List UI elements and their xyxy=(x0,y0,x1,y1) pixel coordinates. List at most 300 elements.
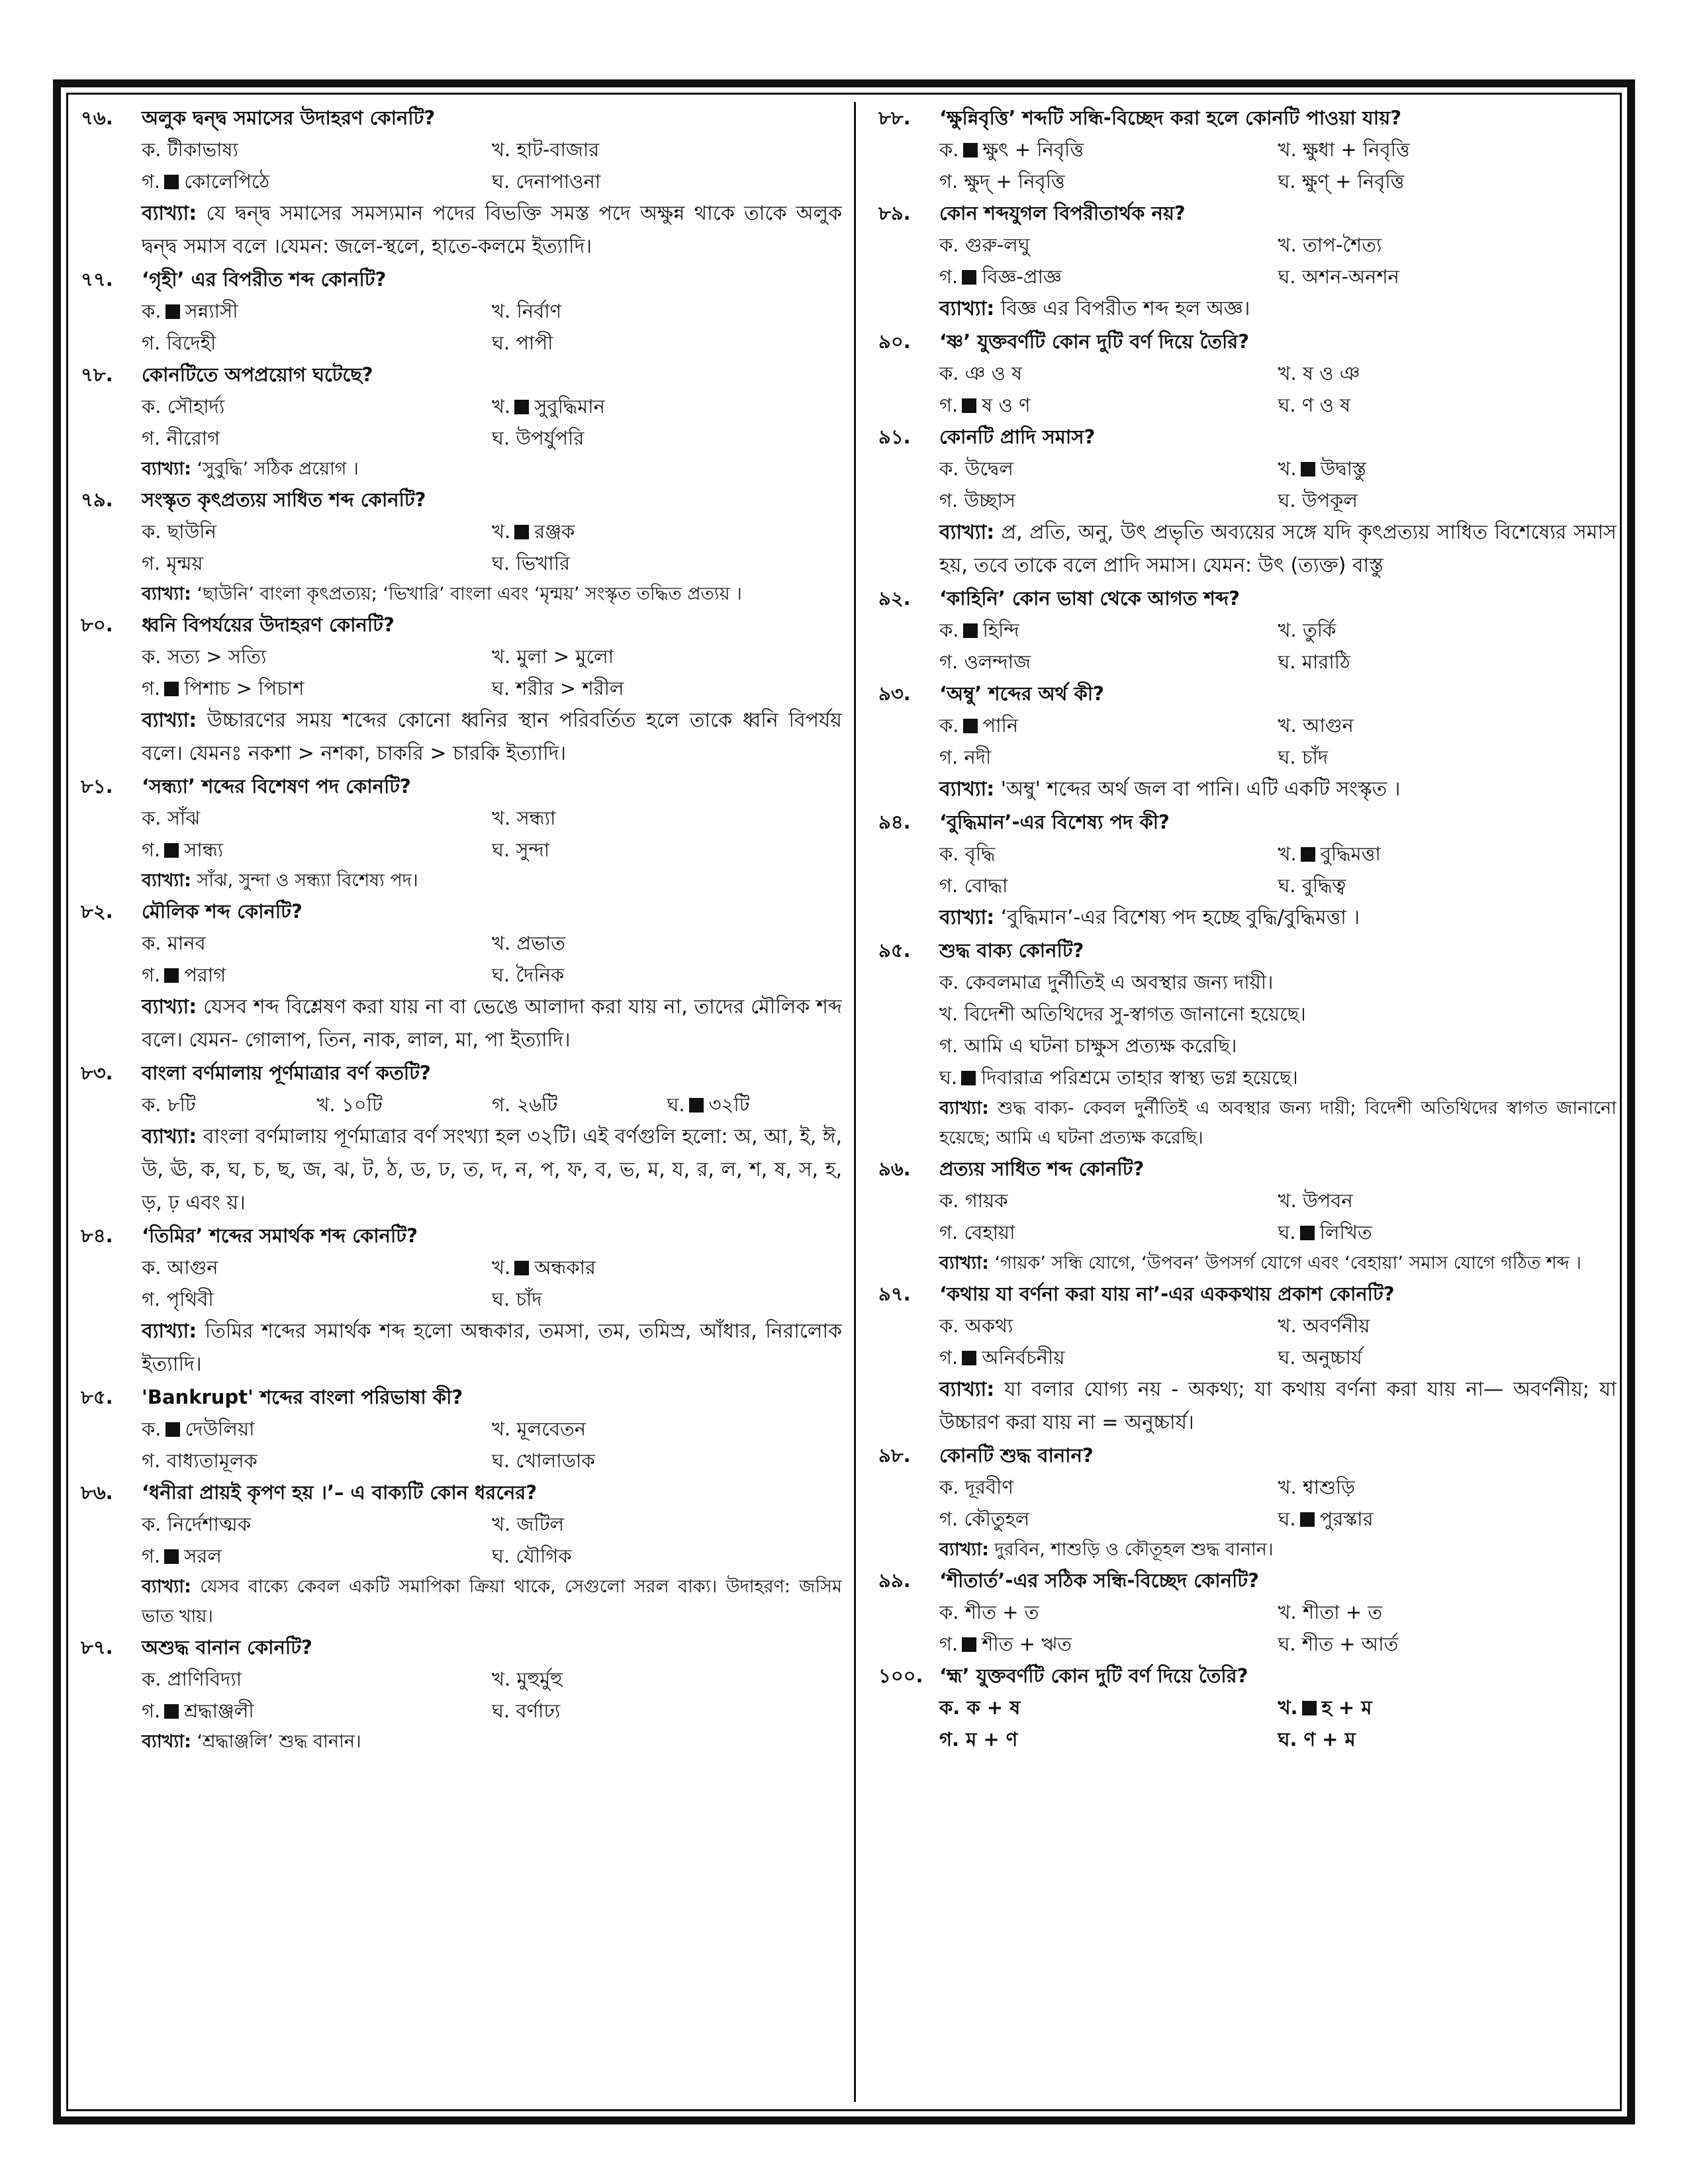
option-text: টীকাভাষ্য xyxy=(167,138,238,161)
answer-option[interactable] xyxy=(142,1508,492,1540)
question-number: ৯৩. xyxy=(878,682,911,705)
question-text: সংস্কৃত কৃৎপ্রত্যয় সাধিত শব্দ কোনটি? xyxy=(142,488,426,511)
answer-option[interactable] xyxy=(1278,165,1617,197)
answer-option[interactable] xyxy=(939,1596,1278,1628)
option-label: খ. xyxy=(316,1093,336,1116)
answer-option[interactable] xyxy=(939,966,1617,998)
option-text: অন্ধকার xyxy=(534,1256,596,1279)
answer-option[interactable] xyxy=(492,1540,842,1572)
option-text: ৮টি xyxy=(167,1093,196,1116)
answer-option[interactable] xyxy=(142,1251,492,1283)
answer-option[interactable] xyxy=(142,959,492,991)
answer-option[interactable] xyxy=(1278,1723,1617,1755)
explanation-text: যে দ্বন্দ্ব সমাসের সমস্যমান পদের বিভক্তি সমস্ত পদে অক্ষুন্ন থাকে তাকে অলুক দ্বন্দ্ব সমাস বলে ।যেমন: জলে-স্থলে, হাতে-কলমে ইত্যাদি। xyxy=(142,202,842,258)
option-label: ক. xyxy=(142,932,162,954)
option-label: গ. xyxy=(939,170,959,193)
answer-option[interactable] xyxy=(142,1695,492,1727)
option-text: গুরু-লঘু xyxy=(964,234,1030,256)
explanation-text: ‘ছাউনি’ বাংলা কৃৎপ্রত্যয়; ‘ভিখারি’ বাংলা এবং ‘মৃন্ময়’ সংস্কৃত তদ্ধিত প্রত্যয় । xyxy=(197,584,742,604)
question-text: ‘সন্ধ্যা’ শব্দের বিশেষণ পদ কোনটি? xyxy=(142,775,411,797)
answer-option[interactable] xyxy=(939,389,1278,421)
option-label: খ. xyxy=(492,300,511,322)
option-label: ঘ. xyxy=(492,552,510,574)
answer-option[interactable] xyxy=(939,838,1278,870)
option-label: খ. xyxy=(1278,1189,1297,1212)
answer-option[interactable] xyxy=(142,1445,492,1477)
explanation xyxy=(81,991,842,1057)
answer-option[interactable] xyxy=(492,1663,842,1695)
explanation-label: ব্যাখ্যা: xyxy=(142,459,191,479)
answer-option[interactable] xyxy=(492,641,842,672)
question-line xyxy=(81,1381,842,1413)
option-text: দেনাপাওনা xyxy=(516,170,601,193)
option-text: পিশাচ > পিচাশ xyxy=(184,677,305,700)
correct-answer-marker-icon xyxy=(1300,1512,1315,1527)
question-block xyxy=(81,1477,842,1631)
option-text: ওলন্দাজ xyxy=(964,651,1031,673)
option-text: উপর্যুপরি xyxy=(516,427,585,449)
option-text: বুদ্ধিত্ব xyxy=(1301,874,1346,897)
question-block xyxy=(81,1057,842,1220)
explanation-text: যেসব বাক্যে কেবল একটি সমাপিকা ক্রিয়া থাকে, সেগুলো সরল বাক্য। উদাহরণ: জসিম ভাত খায়। xyxy=(142,1576,842,1627)
answer-option[interactable] xyxy=(939,1185,1278,1216)
answer-option[interactable] xyxy=(939,453,1278,484)
option-label: ঘ. xyxy=(492,677,510,700)
answer-option[interactable] xyxy=(1278,453,1617,484)
question-text: ‘কথায় যা বর্ণনা করা যায় না’-এর এককথায় প্রকাশ কোনটি? xyxy=(939,1283,1395,1305)
answer-option[interactable] xyxy=(492,1413,842,1445)
option-text: খোলাডাক xyxy=(516,1449,595,1472)
question-line xyxy=(878,1153,1617,1185)
option-label: খ. xyxy=(1278,362,1297,385)
question-block xyxy=(878,1153,1617,1278)
option-label: ঘ. xyxy=(667,1093,685,1116)
option-text: শীত + আর্ত xyxy=(1301,1633,1399,1655)
answer-option[interactable] xyxy=(492,834,842,866)
correct-answer-marker-icon xyxy=(1301,462,1315,477)
answer-option[interactable] xyxy=(939,357,1278,389)
answer-option[interactable] xyxy=(939,484,1278,516)
correct-answer-marker-icon xyxy=(514,400,529,414)
question-block xyxy=(81,102,842,263)
question-number: ৭৮. xyxy=(81,363,113,386)
correct-answer-marker-icon xyxy=(1301,847,1315,862)
explanation-label: ব্যাখ্যা: xyxy=(939,1253,989,1273)
explanation-label: ব্যাখ্যা: xyxy=(939,1098,989,1118)
answer-option[interactable] xyxy=(1278,870,1617,901)
answer-option[interactable] xyxy=(492,1445,842,1477)
question-number: ৮৪. xyxy=(81,1224,113,1247)
option-text: দূরবীণ xyxy=(964,1476,1013,1498)
option-text: যৌগিক xyxy=(516,1545,572,1567)
answer-option[interactable] xyxy=(1278,838,1617,870)
answer-option[interactable] xyxy=(142,516,492,547)
question-text: ‘ধনীরা প্রায়ই কৃপণ হয় ।’– এ বাক্যটি কোন ধরনের? xyxy=(142,1481,538,1504)
option-label: ক. xyxy=(142,1093,162,1116)
option-label: গ. xyxy=(939,394,959,416)
option-label: গ. xyxy=(939,874,959,897)
option-label: খ. xyxy=(1278,138,1297,161)
option-label: ঘ. xyxy=(492,1700,510,1722)
question-number: ৮৮. xyxy=(878,107,911,129)
option-text: ষ ও ঞ xyxy=(1302,362,1360,385)
explanation-text: ‘বুদ্ধিমান’-এর বিশেষ্য পদ হচ্ছে বুদ্ধি/বুদ্ধিমত্তা । xyxy=(1000,906,1360,929)
explanation-text: ‘শ্রদ্ধাঞ্জলি’ শুদ্ধ বানান। xyxy=(197,1731,361,1752)
explanation-text: সাঁঝ, সুন্দা ও সন্ধ্যা বিশেষ্য পদ। xyxy=(197,870,418,891)
option-label: খ. xyxy=(492,807,511,829)
options-list xyxy=(81,641,842,704)
answer-option[interactable] xyxy=(939,1310,1278,1342)
question-block xyxy=(878,102,1617,197)
answer-option[interactable] xyxy=(492,1508,842,1540)
question-number: ৮৩. xyxy=(81,1062,113,1084)
answer-option[interactable] xyxy=(1278,389,1617,421)
question-line xyxy=(878,678,1617,709)
answer-option[interactable] xyxy=(142,1413,492,1445)
answer-option[interactable] xyxy=(1278,229,1617,261)
question-block xyxy=(81,770,842,895)
question-text: কোনটি প্রাদি সমাস? xyxy=(939,426,1096,448)
answer-option[interactable] xyxy=(492,516,842,547)
answer-option[interactable] xyxy=(939,741,1278,773)
question-number: ৮৫. xyxy=(81,1386,113,1408)
question-block xyxy=(81,609,842,770)
option-label: ঘ. xyxy=(1278,1221,1296,1244)
answer-option[interactable] xyxy=(492,1695,842,1727)
answer-option[interactable] xyxy=(939,261,1278,293)
option-label: ক. xyxy=(939,362,959,385)
option-text: বুদ্ধিমত্তা xyxy=(1320,842,1381,865)
options-list xyxy=(878,838,1617,901)
option-text: ক্ষুৎ + নিবৃত্তি xyxy=(982,138,1084,161)
option-label: গ. xyxy=(939,1346,959,1369)
question-text: ‘হ্ম’ যুক্তবর্ণটি কোন দুটি বর্ণ দিয়ে তৈরি? xyxy=(939,1664,1248,1687)
answer-option[interactable] xyxy=(939,646,1278,678)
question-number: ৯২. xyxy=(878,587,911,610)
answer-option[interactable] xyxy=(142,1540,492,1572)
options-list xyxy=(878,134,1617,197)
question-line xyxy=(81,484,842,516)
answer-option[interactable] xyxy=(939,1030,1617,1062)
explanation xyxy=(81,579,842,609)
answer-option[interactable] xyxy=(1278,261,1617,293)
question-text: কোনটি শুদ্ধ বানান? xyxy=(939,1444,1094,1467)
answer-option[interactable] xyxy=(492,134,842,165)
option-text: কেবলমাত্র দুর্নীতিই এ অবস্থার জন্য দায়ী। xyxy=(964,971,1274,993)
correct-answer-marker-icon xyxy=(962,1637,976,1652)
correct-answer-marker-icon xyxy=(164,843,179,858)
question-number: ৯৪. xyxy=(878,811,911,833)
option-text: উচ্ছাস xyxy=(964,489,1016,512)
option-label: খ. xyxy=(492,395,511,418)
correct-answer-marker-icon xyxy=(165,304,180,319)
option-label: গ. xyxy=(142,170,161,193)
answer-option[interactable] xyxy=(142,1283,492,1315)
option-label: ক. xyxy=(142,1668,162,1690)
explanation-text: দুরবিন, শাশুড়ি ও কৌতূহল শুদ্ধ বানান। xyxy=(994,1539,1274,1560)
option-text: পানি xyxy=(982,714,1019,737)
answer-option[interactable] xyxy=(492,327,842,359)
answer-option[interactable] xyxy=(939,1342,1278,1373)
answer-option[interactable] xyxy=(142,1663,492,1695)
explanation xyxy=(81,1120,842,1220)
answer-option[interactable] xyxy=(492,1283,842,1315)
question-number: ৮৯. xyxy=(878,202,911,224)
option-text: ক্ষুদ্‌ + নিবৃত্তি xyxy=(964,170,1065,193)
question-line xyxy=(878,582,1617,614)
correct-answer-marker-icon xyxy=(514,1261,529,1275)
option-text: ১০টি xyxy=(341,1093,383,1116)
option-text: হাট-বাজার xyxy=(516,138,600,161)
answer-option[interactable] xyxy=(939,709,1278,741)
explanation xyxy=(81,866,842,895)
question-text: ‘ক্ষুন্নিবৃত্তি’ শব্দটি সন্ধি-বিচ্ছেদ করা হলে কোনটি পাওয়া যায়? xyxy=(939,107,1402,129)
question-line xyxy=(878,197,1617,229)
explanation xyxy=(878,516,1617,582)
option-label: গ. xyxy=(142,1700,161,1722)
option-text: আগুন xyxy=(1302,714,1354,737)
answer-option[interactable] xyxy=(142,134,492,165)
option-label: ঘ. xyxy=(492,1449,510,1472)
correct-answer-marker-icon xyxy=(514,525,529,539)
option-label: খ. xyxy=(492,1256,511,1279)
answer-option[interactable] xyxy=(492,1089,667,1120)
answer-option[interactable] xyxy=(1278,1216,1617,1248)
answer-option[interactable] xyxy=(939,1062,1617,1093)
option-text: বিদেশী অতিথিদের সু-স্বাগত জানানো হয়েছে। xyxy=(964,1003,1306,1025)
options-list xyxy=(878,1185,1617,1248)
option-label: গ. xyxy=(939,1221,959,1244)
answer-option[interactable] xyxy=(142,390,492,422)
option-label: ক. xyxy=(939,1476,959,1498)
option-label: ঘ. xyxy=(1278,1633,1296,1655)
answer-option[interactable] xyxy=(939,1471,1278,1503)
option-text: শীত + ত xyxy=(964,1601,1039,1623)
question-line xyxy=(81,359,842,390)
answer-option[interactable] xyxy=(939,998,1617,1030)
answer-option[interactable] xyxy=(667,1089,843,1120)
option-label: খ. xyxy=(492,520,511,543)
option-text: সত্য > সত্যি xyxy=(167,645,267,668)
answer-option[interactable] xyxy=(142,327,492,359)
question-text: বাংলা বর্ণমালায় পূর্ণমাত্রার বর্ণ কতটি? xyxy=(142,1062,431,1084)
explanation-label: ব্যাখ্যা: xyxy=(939,521,995,544)
answer-option[interactable] xyxy=(1278,1596,1617,1628)
correct-answer-marker-icon xyxy=(961,1071,976,1085)
answer-option[interactable] xyxy=(142,165,492,197)
option-text: আগুন xyxy=(167,1256,218,1279)
option-label: খ. xyxy=(939,1003,959,1025)
option-label: ঘ. xyxy=(492,839,510,861)
option-label: গ. xyxy=(939,489,959,512)
question-number: ৮১. xyxy=(81,775,113,797)
option-label: খ. xyxy=(492,1668,511,1690)
option-label: গ. xyxy=(939,1508,959,1530)
option-text: ভিখারি xyxy=(516,552,570,574)
answer-option[interactable] xyxy=(1278,646,1617,678)
answer-option[interactable] xyxy=(142,547,492,579)
option-label: ক. xyxy=(939,714,959,737)
options-list xyxy=(878,453,1617,516)
question-number: ৮৭. xyxy=(81,1636,113,1659)
option-label: ঘ. xyxy=(1278,1508,1296,1530)
option-text: ণ ও ষ xyxy=(1301,394,1351,416)
options-list xyxy=(878,966,1617,1093)
option-text: চাঁদ xyxy=(516,1288,542,1310)
answer-option[interactable] xyxy=(1278,1310,1617,1342)
answer-option[interactable] xyxy=(939,229,1278,261)
answer-option[interactable] xyxy=(939,165,1278,197)
answer-option[interactable] xyxy=(492,422,842,454)
answer-option[interactable] xyxy=(1278,1185,1617,1216)
answer-option[interactable] xyxy=(142,422,492,454)
answer-option[interactable] xyxy=(142,1089,317,1120)
answer-option[interactable] xyxy=(939,1503,1278,1535)
explanation-label: ব্যাখ্যা: xyxy=(939,1378,995,1401)
option-text: বিজ্ঞ-প্রাজ্ঞ xyxy=(982,265,1062,288)
option-label: ঘ. xyxy=(492,1288,510,1310)
question-block xyxy=(878,197,1617,326)
correct-answer-marker-icon xyxy=(963,623,978,638)
option-label: ঘ. xyxy=(1278,651,1296,673)
answer-option[interactable] xyxy=(492,927,842,959)
answer-option[interactable] xyxy=(142,295,492,327)
answer-option[interactable] xyxy=(142,927,492,959)
option-text: দিবারাত্র পরিশ্রমে তাহার স্বাস্থ্য ভগ্ন হয়েছে। xyxy=(981,1066,1298,1089)
answer-option[interactable] xyxy=(1278,1503,1617,1535)
correct-answer-marker-icon xyxy=(164,1549,179,1564)
question-block xyxy=(81,895,842,1057)
option-text: শীত + ঋত xyxy=(982,1633,1072,1655)
explanation-label: ব্যাখ্যা: xyxy=(939,297,995,320)
option-label: ক. xyxy=(142,300,162,322)
option-text: বোদ্ধা xyxy=(964,874,1008,897)
option-label: ক. xyxy=(939,1314,959,1337)
answer-option[interactable] xyxy=(939,614,1278,646)
explanation xyxy=(81,197,842,263)
option-label: ঘ. xyxy=(939,1066,958,1089)
option-text: সুবুদ্ধিমান xyxy=(534,395,605,418)
answer-option[interactable] xyxy=(939,1692,1278,1723)
option-text: ণ + ম xyxy=(1303,1728,1356,1751)
option-text: মানব xyxy=(167,932,206,954)
question-block xyxy=(81,359,842,484)
answer-option[interactable] xyxy=(492,547,842,579)
answer-option[interactable] xyxy=(939,1216,1278,1248)
option-text: মুলা > মুলো xyxy=(516,645,614,668)
answer-option[interactable] xyxy=(1278,614,1617,646)
answer-option[interactable] xyxy=(939,1723,1278,1755)
question-number: ৮০. xyxy=(81,614,113,636)
option-label: ক. xyxy=(939,138,959,161)
option-text: শরীর > শরীল xyxy=(516,677,624,700)
correct-answer-marker-icon xyxy=(963,143,978,158)
option-label: গ. xyxy=(939,651,959,673)
answer-option[interactable] xyxy=(492,672,842,704)
answer-option[interactable] xyxy=(939,870,1278,901)
option-text: মুহুর্মুহু xyxy=(516,1668,563,1690)
answer-option[interactable] xyxy=(1278,1692,1617,1723)
option-label: গ. xyxy=(142,839,161,861)
explanation xyxy=(878,1535,1617,1565)
options-list xyxy=(878,1692,1617,1755)
option-label: খ. xyxy=(1278,714,1297,737)
answer-option[interactable] xyxy=(492,295,842,327)
option-label: গ. xyxy=(492,1093,511,1116)
option-label: ঘ. xyxy=(1278,1728,1297,1751)
question-block xyxy=(878,1439,1617,1565)
option-text: ঞ ও ষ xyxy=(964,362,1023,385)
option-label: ঘ. xyxy=(1278,1346,1296,1369)
option-label: ক. xyxy=(142,807,162,829)
answer-option[interactable] xyxy=(492,959,842,991)
question-line xyxy=(81,1477,842,1508)
question-block xyxy=(81,1381,842,1477)
answer-option[interactable] xyxy=(492,390,842,422)
question-text: ‘কাহিনি’ কোন ভাষা থেকে আগত শব্দ? xyxy=(939,587,1240,610)
answer-option[interactable] xyxy=(142,834,492,866)
option-label: খ. xyxy=(1278,457,1297,480)
option-text: চাঁদ xyxy=(1301,746,1329,768)
answer-option[interactable] xyxy=(1278,484,1617,516)
question-block xyxy=(81,1220,842,1381)
question-number: ৭৯. xyxy=(81,488,113,511)
question-text: অলুক দ্বন্দ্ব সমাসের উদাহরণ কোনটি? xyxy=(142,107,436,129)
option-label: ক. xyxy=(939,619,959,641)
option-text: প্রভাত xyxy=(516,932,565,954)
option-text: নির্দেশাত্মক xyxy=(167,1513,252,1535)
explanation xyxy=(878,1248,1617,1278)
question-block xyxy=(81,484,842,609)
options-list xyxy=(878,229,1617,293)
option-text: আমি এ ঘটনা চাক্ষুস প্রত্যক্ষ করেছি। xyxy=(964,1034,1237,1057)
answer-option[interactable] xyxy=(1278,709,1617,741)
question-line xyxy=(81,102,842,134)
answer-option[interactable] xyxy=(492,802,842,834)
answer-option[interactable] xyxy=(142,672,492,704)
question-text: মৌলিক শব্দ কোনটি? xyxy=(142,900,303,923)
question-line xyxy=(878,326,1617,357)
answer-option[interactable] xyxy=(492,165,842,197)
option-text: হ + ম xyxy=(1321,1696,1372,1719)
option-text: উদ্বাস্তু xyxy=(1320,457,1366,480)
answer-option[interactable] xyxy=(142,802,492,834)
answer-option[interactable] xyxy=(1278,1342,1617,1373)
answer-option[interactable] xyxy=(1278,741,1617,773)
correct-answer-marker-icon xyxy=(1302,1701,1317,1715)
answer-option[interactable] xyxy=(1278,134,1617,165)
answer-option[interactable] xyxy=(317,1089,492,1120)
explanation-text: 'অম্বু' শব্দের অর্থ জল বা পানি। এটি একটি সংস্কৃত । xyxy=(1000,778,1401,801)
answer-option[interactable] xyxy=(939,134,1278,165)
question-number: ৯৮. xyxy=(878,1444,911,1467)
option-label: গ. xyxy=(142,677,161,700)
question-number: ৯০. xyxy=(878,330,911,353)
answer-option[interactable] xyxy=(1278,1471,1617,1503)
correct-answer-marker-icon xyxy=(165,1422,180,1437)
option-label: খ. xyxy=(492,138,511,161)
answer-option[interactable] xyxy=(492,1251,842,1283)
answer-option[interactable] xyxy=(142,641,492,672)
answer-option[interactable] xyxy=(1278,357,1617,389)
question-number: ৮৬. xyxy=(81,1481,113,1504)
answer-option[interactable] xyxy=(939,1628,1278,1660)
option-text: দৈনিক xyxy=(516,964,565,986)
answer-option[interactable] xyxy=(1278,1628,1617,1660)
explanation-label: ব্যাখ্যা: xyxy=(939,778,995,801)
option-text: বর্ণাঢ্য xyxy=(516,1700,561,1722)
option-text: সাঁঝ xyxy=(167,807,201,829)
